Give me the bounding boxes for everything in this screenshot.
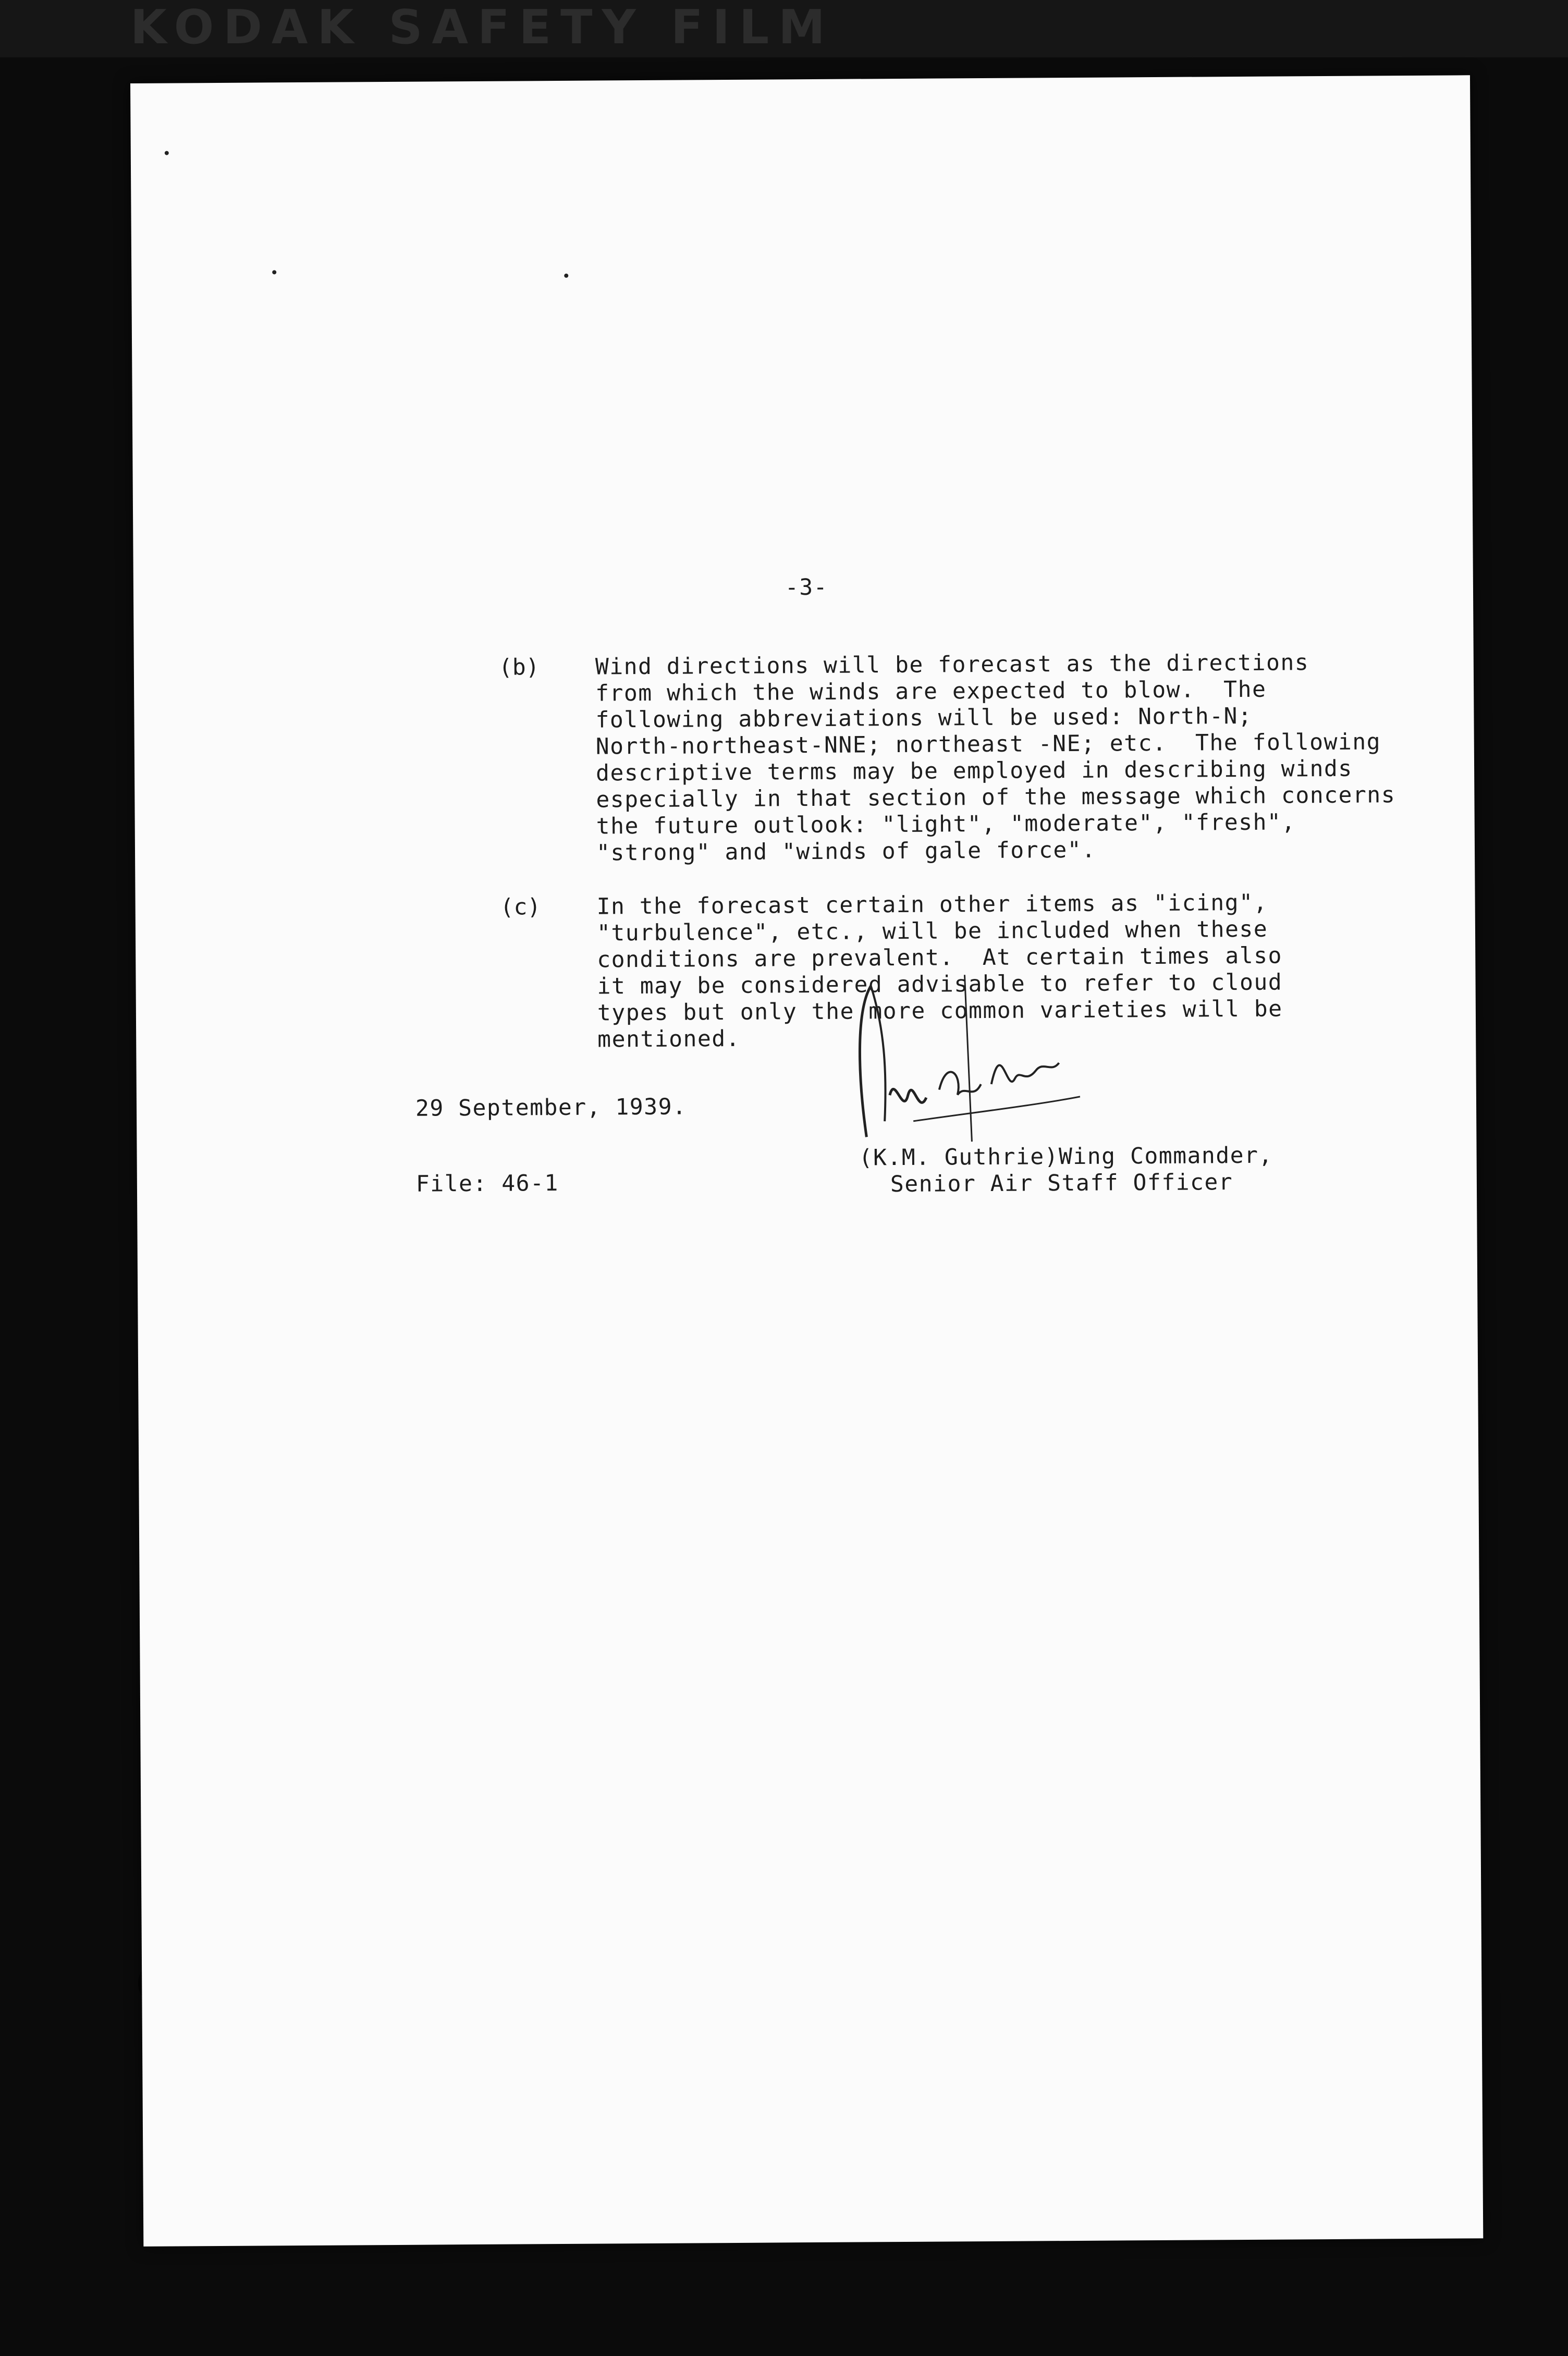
paragraph-marker-b: (b) <box>498 654 540 681</box>
file-reference: File: 46-1 <box>415 1170 559 1197</box>
film-speck <box>564 274 568 278</box>
date-line: 29 September, 1939. <box>415 1094 687 1122</box>
paragraph-line: conditions are prevalent. At certain times also <box>597 942 1283 973</box>
film-speck <box>272 270 276 274</box>
page-number: -3- <box>785 574 828 601</box>
film-speck <box>165 151 169 155</box>
paragraph-line: "turbulence", etc., will be included when these <box>596 916 1268 947</box>
paragraph-line: mentioned. <box>597 1025 741 1053</box>
paragraph-line: "strong" and "winds of gale force". <box>596 837 1096 866</box>
paragraph-line: Wind directions will be forecast as the directions <box>595 649 1309 680</box>
handwritten-signature <box>834 963 1127 1152</box>
paragraph-line: North-northeast-NNE; northeast -NE; etc. The following <box>595 729 1381 760</box>
document-page <box>130 75 1483 2247</box>
paragraph-line: it may be considered advisable to refer to cloud <box>597 969 1283 1000</box>
paragraph-line: In the forecast certain other items as "icing", <box>596 889 1268 920</box>
film-edge-text: KODAK SAFETY FILM <box>130 0 835 55</box>
paragraph-line: the future outlook: "light", "moderate", "fresh", <box>596 809 1296 840</box>
paragraph-b <box>130 75 1470 866</box>
paragraph-line: especially in that section of the message which concerns <box>596 782 1396 813</box>
paragraph-marker-c: (c) <box>500 894 541 921</box>
signatory-position: Senior Air Staff Officer <box>890 1169 1233 1198</box>
paragraph-line: from which the winds are expected to blow. The <box>595 676 1267 707</box>
paragraph-line: following abbreviations will be used: North-N; <box>595 703 1253 733</box>
paragraph-line: descriptive terms may be employed in describing winds <box>595 755 1353 787</box>
signatory-name-title: (K.M. Guthrie)Wing Commander, <box>859 1142 1273 1171</box>
paragraph-line: types but only the more common varieties will be <box>597 996 1283 1026</box>
film-edge <box>0 0 1568 57</box>
